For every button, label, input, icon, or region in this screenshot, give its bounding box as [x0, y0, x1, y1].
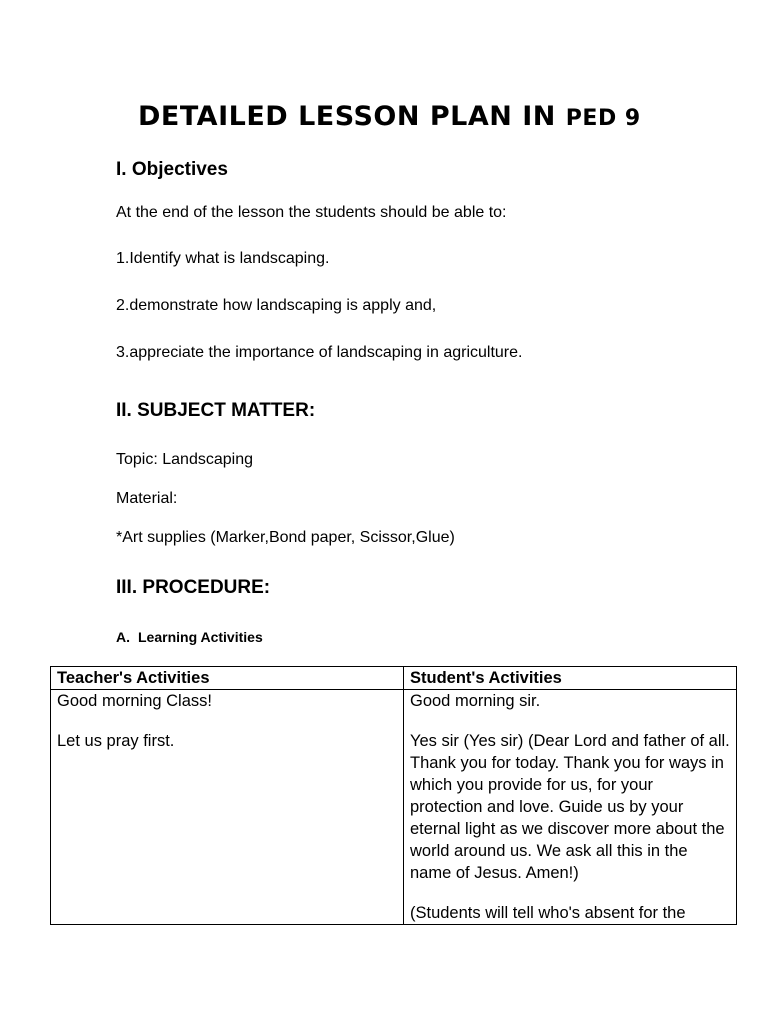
subheading-number: A.	[116, 629, 130, 645]
student-activities-cell	[404, 690, 737, 925]
learning-activities-subheading	[116, 629, 263, 645]
procedure-heading: III. PROCEDURE:	[116, 577, 271, 598]
student-line: Yes sir (Yes sir) (Dear Lord and father of all. Thank you for today. Thank you for ways in which you provide for us, for your protection and love. Guide us by your eternal light as we discover more about the world around us. We ask all this in the name of Jesus. Amen!)	[410, 732, 730, 882]
student-activities-header: Student's Activities	[404, 667, 737, 690]
subject-matter-heading: II. SUBJECT MATTER:	[116, 400, 316, 421]
title-text: DETAILED LESSON PLAN IN	[138, 101, 556, 132]
objectives-intro: At the end of the lesson the students should be able to:	[116, 204, 507, 221]
topic-text: Topic: Landscaping	[116, 451, 253, 468]
student-line: Good morning sir.	[410, 692, 541, 710]
title-subject: PED 9	[565, 106, 641, 131]
material-label: Material:	[116, 490, 178, 507]
table-header-row	[51, 667, 737, 690]
subheading-text: Learning Activities	[138, 629, 263, 645]
teacher-line: Let us pray first.	[57, 732, 175, 750]
objectives-heading: I. Objectives	[116, 159, 228, 180]
teacher-activities-header: Teacher's Activities	[51, 667, 404, 690]
objective-item: 3.appreciate the importance of landscaping in agriculture.	[116, 344, 523, 361]
activities-table	[50, 666, 737, 925]
document-title	[138, 101, 641, 132]
table-row	[51, 690, 737, 925]
material-item: *Art supplies (Marker,Bond paper, Scissor,Glue)	[116, 529, 455, 546]
objective-item: 2.demonstrate how landscaping is apply and,	[116, 297, 437, 314]
teacher-line: Good morning Class!	[57, 692, 212, 710]
teacher-activities-cell	[51, 690, 404, 925]
objective-item: 1.Identify what is landscaping.	[116, 250, 330, 267]
student-line: (Students will tell who's absent for the	[410, 904, 686, 922]
